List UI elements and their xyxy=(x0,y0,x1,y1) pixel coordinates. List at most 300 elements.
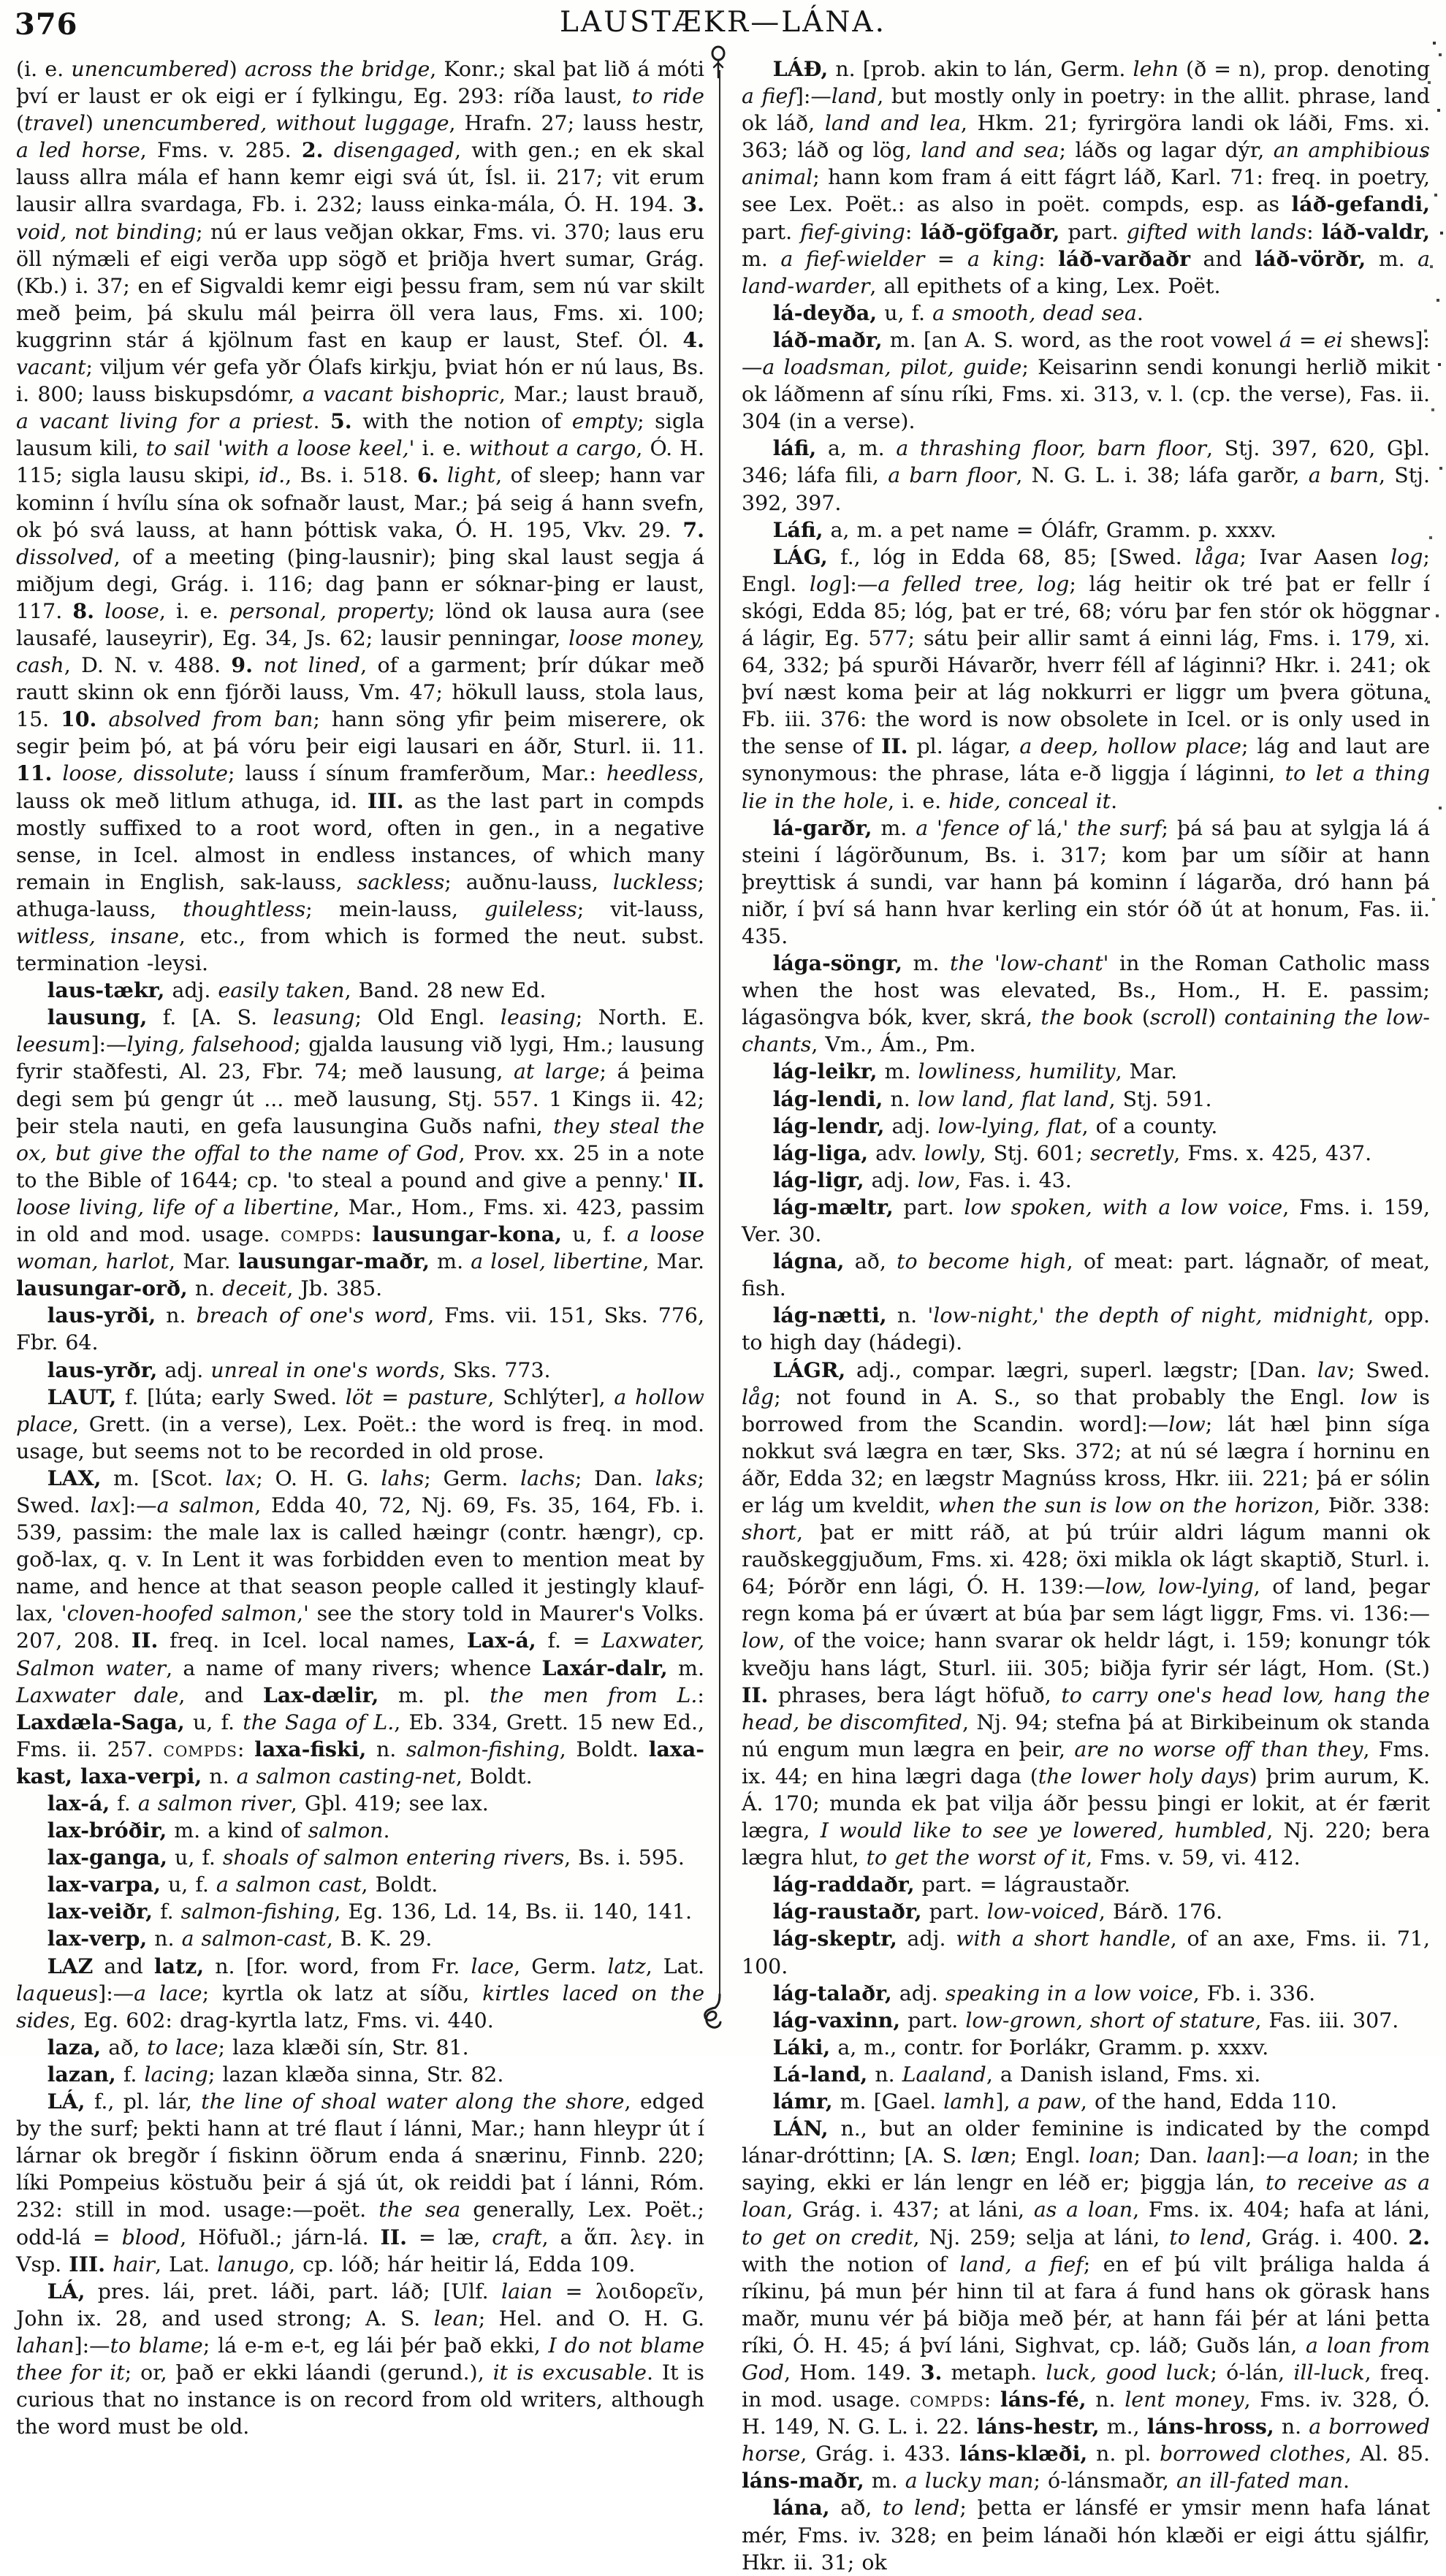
text-run: a fief-wielder xyxy=(780,246,925,271)
text-run: , Fms. vii. 151, Sks. 776, Fbr. 64. xyxy=(16,1303,705,1355)
text-run: as the last part in compds mostly suffixed to a root word, often in gen., in a negative sense, in Icel. almost in endless instances, of which many remain in English, sak-lauss, xyxy=(16,788,704,894)
text-run: I would like to see ye lowered, humbled xyxy=(820,1818,1267,1843)
text-run: . xyxy=(313,409,331,434)
text-run: borrowed clothes xyxy=(1160,2442,1345,2466)
text-run: láns-klæði, xyxy=(959,2441,1088,2466)
text-run: an ill-fated man xyxy=(1176,2469,1343,2493)
text-run: , freq. in mod. usage. xyxy=(742,2360,1430,2412)
dictionary-entry xyxy=(16,1465,704,1790)
text-run: , Boldt. xyxy=(361,1872,438,1897)
page-number: 376 xyxy=(15,7,78,42)
dictionary-entry xyxy=(742,517,1430,544)
text-run: a loose woman, harlot xyxy=(16,1222,705,1274)
text-run: , Lat. xyxy=(645,1954,705,1978)
text-run: laan xyxy=(1206,2144,1252,2168)
text-run: lág-skeptr, xyxy=(772,1926,897,1951)
text-run: lying, falsehood xyxy=(126,1032,294,1057)
text-run: compds xyxy=(281,1222,355,1247)
text-run: , Al. 85. xyxy=(1344,2442,1430,2466)
text-run: m. xyxy=(667,1655,704,1680)
text-run: , Boldt. xyxy=(455,1764,533,1788)
text-run: vacant xyxy=(16,355,86,380)
text-run: , Fas. iii. 307. xyxy=(1255,2008,1399,2032)
text-run: , of the voice; hann svarar ok heldr lágt, i. 159; konungr tók kveðju hans lágt, Sturl. iii. 305; biðja fyrir sér lágt, Hom. (St.) xyxy=(742,1628,1430,1680)
text-run: ; á þeima degi sem þú gengr út ... með lausung, Stj. 557. 1 Kings ii. 42; þeir stela nauti, en gefa lausungina Guðs nafni, xyxy=(16,1059,704,1138)
text-run: ; vit-lauss, xyxy=(577,896,705,921)
text-run: , Nj. 94; stefna þá at Birkibeinum ok standa nú engum mun lægra en þeir, xyxy=(742,1710,1430,1761)
text-run: , Germ. xyxy=(514,1954,608,1978)
text-run: i. e. xyxy=(414,436,469,461)
text-run: adv. xyxy=(868,1140,924,1165)
text-run: laus-yrði, xyxy=(47,1303,156,1328)
text-run: , Fms. ix. 404; hafa at láni, xyxy=(1133,2198,1430,2222)
text-run: the book xyxy=(1040,1005,1134,1030)
text-run: low-grown, short of stature xyxy=(965,2008,1255,2032)
text-run: lág-lendi, xyxy=(772,1086,883,1111)
text-run: gifted with lands xyxy=(1126,219,1307,244)
text-run: Lá-land, xyxy=(772,2061,868,2087)
text-run: ) xyxy=(229,57,245,81)
text-run: f. = xyxy=(536,1628,602,1653)
text-run: as a loan xyxy=(1033,2198,1133,2222)
text-run: n. xyxy=(1086,2388,1125,2412)
text-run: a smooth, dead sea xyxy=(932,300,1137,325)
text-run: , of the hand, Edda 110. xyxy=(1080,2089,1338,2114)
text-run: u, f. xyxy=(184,1710,243,1734)
text-run: is borrowed from the Scandin. word]:— xyxy=(742,1384,1430,1436)
text-run: , of a garment; þrír dúkar með rautt skinn ok enn fjórði lauss, Vm. 47; hökull lauss, stola laus, 15. xyxy=(16,653,704,732)
text-run: . xyxy=(383,1818,390,1843)
text-run: m. xyxy=(430,1249,471,1274)
text-run: II. xyxy=(131,1628,159,1653)
text-run xyxy=(94,599,104,623)
text-run: to receive as a loan xyxy=(742,2171,1430,2222)
text-run: , i. e. xyxy=(888,788,949,813)
text-run: pasture xyxy=(407,1384,488,1409)
text-run: n. xyxy=(366,1737,406,1761)
text-run: log xyxy=(809,571,842,596)
text-run: a barn floor xyxy=(888,463,1016,488)
text-run: , Stj. 601; xyxy=(979,1140,1091,1165)
text-run: they steal the ox, but give the offal to the name of God xyxy=(16,1113,704,1165)
dictionary-entry xyxy=(16,1953,704,2034)
text-run: a losel, libertine xyxy=(471,1249,643,1274)
text-run: laxa-kast, laxa-verpi, xyxy=(16,1736,705,1788)
text-run: adj. xyxy=(884,1113,938,1138)
text-run: 8. xyxy=(72,598,95,623)
text-run: to lend xyxy=(882,2496,960,2520)
dictionary-entry xyxy=(742,1113,1430,1140)
text-run: a salmon casting-net xyxy=(236,1764,456,1788)
text-run: a vacant bishopric xyxy=(302,382,499,407)
text-run: , B. K. 29. xyxy=(326,1927,433,1951)
text-run: , Stj. 392, 397. xyxy=(742,463,1430,515)
dictionary-entry xyxy=(742,1058,1430,1085)
dictionary-entry xyxy=(742,1086,1430,1113)
text-run: ; en ef þú vilt þráliga halda á ríkinu, þá mun þér hinn til at fara á fund hans ok görask hans maðr, munu vér þá biðja með þér, at hann fái þér at láni þetta ríki, Ó. H. 45; á því láni, Sighvat, cp. láð; Guðs lán, xyxy=(742,2252,1430,2358)
text-run: ) xyxy=(1208,1005,1225,1030)
text-run: n. xyxy=(886,1303,928,1328)
text-run: low-lying, flat xyxy=(937,1113,1082,1138)
text-run: laus-yrðr, xyxy=(47,1357,158,1382)
text-run: across the bridge xyxy=(244,57,430,81)
text-run: ; lág and laut are synonymous: the phrase, láta e-ð liggja í láginni, xyxy=(742,734,1431,786)
text-run: lág-mæltr, xyxy=(772,1194,894,1219)
text-run: , Bs. i. 595. xyxy=(564,1845,685,1870)
text-run: adj. xyxy=(164,978,218,1003)
text-run: a salmon xyxy=(156,1493,255,1517)
text-run: witless, insane xyxy=(16,924,179,948)
text-run: , Sks. 773. xyxy=(439,1357,551,1382)
text-run: láð-göfgaðr, xyxy=(920,218,1060,244)
text-run: n. xyxy=(156,1303,197,1328)
text-run: 9. xyxy=(231,652,254,678)
text-run: láns-hross, xyxy=(1146,2414,1274,2439)
text-run: , Lat. xyxy=(154,2252,218,2276)
text-run: lág-raustaðr, xyxy=(772,1899,922,1924)
text-run: láð-valdr, xyxy=(1321,218,1430,244)
text-run: , Eb. 334, Grett. 15 new Ed., Fms. ii. 257. xyxy=(16,1710,704,1761)
text-run: f. [lúta; early Swed. xyxy=(116,1384,346,1409)
text-columns xyxy=(16,56,1430,2576)
text-run: hair xyxy=(113,2252,155,2276)
text-run: u, f. xyxy=(877,300,933,325)
text-run: , of a county. xyxy=(1081,1113,1218,1138)
text-run: leasung xyxy=(273,1005,355,1030)
text-run: , a Danish island, Fms. xi. xyxy=(986,2062,1261,2087)
left-column xyxy=(16,56,704,2576)
text-run: lahs xyxy=(381,1466,425,1490)
text-run: part. xyxy=(921,1899,987,1924)
text-run: low-voiced xyxy=(986,1899,1099,1924)
text-run: guileless xyxy=(484,896,577,921)
text-run: ; O. H. G. xyxy=(256,1466,381,1490)
dictionary-entry xyxy=(16,1871,704,1898)
text-run: latz xyxy=(607,1954,646,1978)
text-run: , opp. to high day (hádegi). xyxy=(742,1303,1430,1355)
text-run: lága-söngr, xyxy=(772,950,902,976)
text-run: = λοιδορεῖν, John ix. 28, and used strong; A. S. xyxy=(16,2279,704,2331)
text-run: latz, xyxy=(153,1953,205,1978)
text-run: lax-veiðr, xyxy=(47,1899,153,1924)
text-run: ; viljum vér gefa yðr Ólafs kirkju, þviat hón er nú laus, Bs. i. 800; lauss biskupsdómr, xyxy=(16,355,704,407)
text-run: ; lág heitir ok tré þat er fellr í skógi, Edda 85; lóg, þat er tré, 68; vóru þar fen stór ok höggnar á lágir, Eg. 577; sátu þeir allir samt á einni lág, Fms. i. 179, xi. 64, 332; þá spurði Hávarðr, hverr féll af láginni? Hkr. i. 241; ok því næst koma þeir at lág nokkurri er liggr um þvera götuna, Fb. iii. 376: the word is now obsolete in Icel. or is only used in the sense of xyxy=(742,571,1431,759)
text-run: lean xyxy=(433,2306,479,2331)
text-run: dissolved xyxy=(16,544,114,569)
text-run: ; ó-lán, xyxy=(1210,2360,1294,2385)
text-run: secretly xyxy=(1090,1140,1174,1165)
text-run: II. xyxy=(742,1682,769,1707)
text-run: : xyxy=(354,1222,373,1247)
text-run: II. xyxy=(881,733,908,759)
text-run: ; Engl. xyxy=(1010,2144,1089,2168)
text-run: = xyxy=(924,246,967,271)
text-run: with a short handle xyxy=(956,1927,1171,1951)
text-run: , a name of many rivers; whence xyxy=(166,1655,542,1680)
text-run: m. [Scot. xyxy=(101,1466,226,1490)
text-run: personal, property xyxy=(229,598,428,623)
text-run: ; nú er laus veðjan okkar, Fms. vi. 370; laus eru öll nýmæli ef eigi verða upp sögð et þriðja hvert sumar, Grág. (Kb.) i. 37; en ef Sigvaldi kemr eigi þessu fram, sem nú var skilt með þeim, þá skulu mál þeirra öll vera laus, Fms. xi. 100; kuggrinn stár á kjölnum fast en kaup er laust, Stef. Ól. xyxy=(16,219,705,352)
text-run: m. xyxy=(902,951,950,976)
text-run: cloven-hoofed salmon xyxy=(66,1601,297,1626)
text-run: a led horse xyxy=(16,138,140,163)
text-run: sackless xyxy=(357,869,445,894)
text-run: ; Ivar Aasen xyxy=(1239,544,1391,569)
text-run: are no worse off than they xyxy=(1074,1737,1363,1761)
text-run: f. xyxy=(153,1899,181,1924)
text-run: ]:— xyxy=(1251,2144,1287,2168)
text-run: II. xyxy=(677,1167,704,1192)
text-run: ; gjalda lausung við lygi, Hm.; lausung fyrir staðfesti, Al. 23, Fbr. 74; með lausung, xyxy=(16,1032,704,1084)
dictionary-entry xyxy=(742,1357,1430,1872)
text-run: LÁÐ, xyxy=(772,56,829,81)
text-run: låga xyxy=(1195,544,1240,569)
text-run: a deep, hollow place xyxy=(1019,734,1241,759)
text-run: loose money, cash xyxy=(16,625,704,678)
text-run: to lend xyxy=(1169,2225,1246,2249)
text-run: , Band. 28 new Ed. xyxy=(344,978,547,1003)
text-run: a salmon cast xyxy=(216,1872,362,1897)
text-run: adj., compar. lægri, superl. lægstr; [Dan. xyxy=(845,1357,1317,1382)
text-run: , all epithets of a king, Lex. Poët. xyxy=(869,273,1221,298)
text-run xyxy=(253,653,263,677)
scan-noise-specks xyxy=(0,0,1,1)
text-run: , Stj. 397, 620, Gþl. 346; láfa fili, xyxy=(742,436,1430,488)
dictionary-entry xyxy=(742,1140,1430,1167)
text-run: loose xyxy=(104,598,159,623)
text-run: generally, Lex. Poët.; odd-lá = xyxy=(16,2198,704,2249)
text-run: and xyxy=(93,1954,154,1978)
text-run: f. xyxy=(110,1791,138,1815)
text-run: . xyxy=(1343,2469,1350,2493)
dictionary-entry xyxy=(742,2061,1430,2088)
text-run: , a ἅπ. λεγ. in Vsp. xyxy=(16,2225,704,2276)
text-run: laza, xyxy=(47,2034,102,2059)
dictionary-entry xyxy=(16,1004,704,1302)
dictionary-entry xyxy=(16,977,704,1004)
dictionary-entry xyxy=(16,1844,704,1871)
text-run: n. [for. word, from Fr. xyxy=(204,1954,471,1978)
text-run: part. = lágraustaðr. xyxy=(914,1872,1130,1897)
text-run: ; Swed. xyxy=(16,1466,704,1517)
text-run: , Höfuðl.; járn-lá. xyxy=(180,2225,381,2249)
text-run: to get on credit xyxy=(742,2225,913,2249)
text-run: ; ó-lánsmaðr, xyxy=(1033,2469,1176,2493)
text-run: lág-vaxinn, xyxy=(772,2007,901,2032)
text-run: LÁ, xyxy=(47,2089,85,2114)
text-run: 5. xyxy=(330,408,352,434)
dictionary-entry xyxy=(742,56,1430,300)
text-run: lá-garðr, xyxy=(772,815,872,840)
text-run: ; Dan. xyxy=(574,1466,655,1490)
dictionary-entry xyxy=(16,1817,704,1844)
text-run: low xyxy=(917,1167,955,1192)
text-run: the lower holy days xyxy=(1038,1764,1249,1788)
text-run: laus-tækr, xyxy=(47,978,165,1003)
text-run: 2. xyxy=(301,137,324,163)
text-run: part. xyxy=(893,1194,964,1219)
text-run: 4. xyxy=(682,327,704,352)
text-run: m. a kind of xyxy=(167,1818,308,1843)
text-run: LÁ, xyxy=(47,2278,85,2303)
text-run: a loan from God xyxy=(742,2333,1430,2385)
text-run: to carry one's head low, hang the head, be discomfited xyxy=(742,1683,1430,1734)
text-run: láfi, xyxy=(772,435,817,461)
text-run: lána, xyxy=(772,2495,830,2520)
text-run: land, a fief xyxy=(959,2252,1084,2276)
text-run: n. pl. xyxy=(1087,2442,1160,2466)
text-run: lax xyxy=(90,1493,121,1517)
text-run: phrases, bera lágt höfuð, xyxy=(768,1683,1062,1707)
text-run: blood xyxy=(121,2225,180,2249)
text-run: f. [A. S. xyxy=(147,1005,273,1030)
text-run: . xyxy=(1136,300,1144,325)
text-run: lámr, xyxy=(772,2089,833,2114)
text-run: containing the low-chants xyxy=(742,1005,1430,1057)
dictionary-entry xyxy=(742,327,1430,435)
dictionary-entry xyxy=(742,815,1430,950)
text-run: pres. lái, pret. láði, part. láð; [Ulf. xyxy=(85,2279,501,2303)
text-run: , Mar. xyxy=(169,1249,238,1274)
text-run: heedless xyxy=(606,761,698,786)
text-run: salmon-fishing xyxy=(180,1899,335,1924)
dictionary-entry xyxy=(742,1248,1430,1302)
text-run: lá-deyða, xyxy=(772,300,878,325)
text-run: without a cargo xyxy=(468,436,636,461)
text-run: f. xyxy=(115,2062,145,2087)
text-run: at large xyxy=(513,1059,600,1084)
text-run: lace xyxy=(471,1954,514,1978)
dictionary-entry xyxy=(16,2278,704,2441)
text-run: , Grág. i. 400. xyxy=(1245,2225,1409,2249)
text-run: . It is curious that no instance is on record from old writers, although the word must be old. xyxy=(16,2360,705,2439)
text-run: short xyxy=(742,1520,796,1545)
text-run: LAUT, xyxy=(47,1384,117,1409)
text-run: ; hann söng yfir þeim miserere, ok segir þeim þó, at þá vóru þeir eigi lausari en áðr, Sturl. ii. 11. xyxy=(16,707,705,759)
text-run: craft xyxy=(492,2225,542,2249)
text-run: part. xyxy=(900,2008,966,2032)
dictionary-entry xyxy=(16,1898,704,1925)
text-run: að, xyxy=(844,1249,897,1274)
text-run: lowly xyxy=(924,1140,980,1165)
text-run: shoals of salmon entering rivers xyxy=(222,1845,565,1870)
text-run: lacing xyxy=(144,2062,208,2087)
text-run: ; láðs og lagar dýr, xyxy=(1059,138,1274,163)
text-run: laqueus xyxy=(16,1981,99,2005)
text-run: lausungar-orð, xyxy=(16,1276,188,1301)
text-run: a king xyxy=(967,246,1039,271)
text-run: lehn xyxy=(1133,57,1179,81)
dictionary-entry xyxy=(16,2034,704,2061)
text-run: , Mar., Hom., Fms. xi. 423, passim in old and mod. usage. xyxy=(16,1194,704,1247)
dictionary-entry xyxy=(16,1790,704,1817)
text-run: an amphibious animal xyxy=(742,138,1430,190)
text-run: lág-raddaðr, xyxy=(772,1872,915,1897)
text-run: III. xyxy=(69,2251,106,2276)
text-run: , Fms. v. 59, vi. 412. xyxy=(1086,1845,1301,1870)
dictionary-entry xyxy=(742,1898,1430,1925)
text-run: low, low-lying xyxy=(1105,1574,1254,1599)
text-run: adj. xyxy=(157,1357,211,1382)
text-run: , etc., from which is formed the neut. subst. termination -leysi. xyxy=(16,924,705,976)
text-run: II. xyxy=(380,2224,407,2249)
text-run: 10. xyxy=(61,706,97,732)
text-run: leesum xyxy=(16,1032,91,1057)
text-run: láns-maðr, xyxy=(742,2468,864,2493)
text-run: lág-liga, xyxy=(772,1140,869,1165)
text-run: , Konr.; skal þat lið á móti því er laust er ok eigi er í fylkingu, Eg. 293: ríða laust, xyxy=(16,57,704,109)
text-run: low xyxy=(1360,1384,1398,1409)
right-column xyxy=(742,56,1430,2576)
text-run: a loan xyxy=(1287,2144,1352,2168)
text-run: compds xyxy=(163,1737,237,1761)
text-run: loose, dissolute xyxy=(62,761,228,786)
dictionary-entry xyxy=(742,300,1430,327)
dictionary-entry xyxy=(16,2088,704,2278)
text-run: ; hann kom fram á eitt fágrt láð, Karl. 71: freq. in poetry, see Lex. Poët.: as also in poët. compds, esp. as xyxy=(742,165,1430,217)
text-run: , Bs. i. 518. xyxy=(285,463,417,488)
text-run: a salmon-cast xyxy=(181,1927,327,1951)
text-run: easily taken xyxy=(218,978,345,1003)
text-run: , Fms. v. 285. xyxy=(140,138,302,163)
text-run: ; athuga-lauss, xyxy=(16,869,704,921)
text-run: ]:— xyxy=(98,1981,134,2005)
text-run: , of meat: part. lágnaðr, of meat, fish. xyxy=(742,1249,1430,1301)
text-run: = læ, xyxy=(407,2225,492,2249)
text-run: ; auðnu-lauss, xyxy=(444,869,613,894)
dictionary-entry xyxy=(742,435,1430,516)
text-run: , lauss ok með litlum athuga, id. xyxy=(16,761,704,813)
text-run: láð-maðr, xyxy=(772,327,883,352)
dictionary-entry xyxy=(742,2007,1430,2034)
text-run: ; Swed. xyxy=(1347,1357,1430,1382)
text-run: löt xyxy=(345,1384,373,1409)
text-run: low spoken, with a low voice xyxy=(964,1194,1283,1219)
dictionary-entry xyxy=(742,1925,1430,1979)
text-run: loan xyxy=(1089,2144,1134,2168)
text-run: , Fb. i. 336. xyxy=(1192,1981,1316,2005)
text-run: lág-talaðr, xyxy=(772,1980,892,2005)
text-run: ]:— xyxy=(121,1493,157,1517)
text-run: ; Old Engl. xyxy=(354,1005,501,1030)
text-run xyxy=(52,761,62,785)
text-run: lazan, xyxy=(47,2061,116,2087)
text-run: ; in the saying, ekki er lán lengr en léð er; þiggja lán, xyxy=(742,2144,1430,2195)
text-run: land and lea xyxy=(824,111,961,136)
text-run: ; lát hæl þinn síga nokkut svá lægra en tær, Sks. 372; at nú sé lægra í horninu en áðr, Edda 32; en lægstr Magnúss kross, Hkr. iii. 221; þá er sólin er lág um kveldit, xyxy=(742,1411,1431,1517)
text-run: ]:— xyxy=(795,84,832,109)
text-run: = xyxy=(373,1384,408,1409)
dictionary-entry xyxy=(16,1384,704,1465)
text-run: laxa-fiski, xyxy=(254,1736,367,1761)
text-run: : xyxy=(697,1683,704,1707)
text-run: : xyxy=(983,2388,1000,2412)
text-run: , Mar. xyxy=(642,1249,704,1274)
dictionary-entry xyxy=(742,2494,1430,2575)
text-run: ; North. E. xyxy=(575,1005,704,1030)
text-run: ( xyxy=(16,111,25,136)
text-run: f., lóg in Edda 68, 85; [Swed. xyxy=(827,544,1195,569)
text-run: láð-vörðr, xyxy=(1255,245,1366,271)
text-run: ) þrim aurum, K. Á. 170; munda ek þat vilja áðr þessu þingi er lokit, at ér færit lægra, xyxy=(742,1764,1430,1843)
text-run: 3. xyxy=(920,2359,943,2385)
text-run: u, f. xyxy=(160,1872,216,1897)
text-run: , Hrafn. 27; lauss hestr, xyxy=(449,111,704,136)
text-run: I do not blame thee for it xyxy=(16,2333,704,2385)
text-run: LÁN, xyxy=(772,2116,829,2141)
text-run: luckless xyxy=(612,869,698,894)
text-run: to sail 'with a loose keel,' xyxy=(145,436,415,461)
